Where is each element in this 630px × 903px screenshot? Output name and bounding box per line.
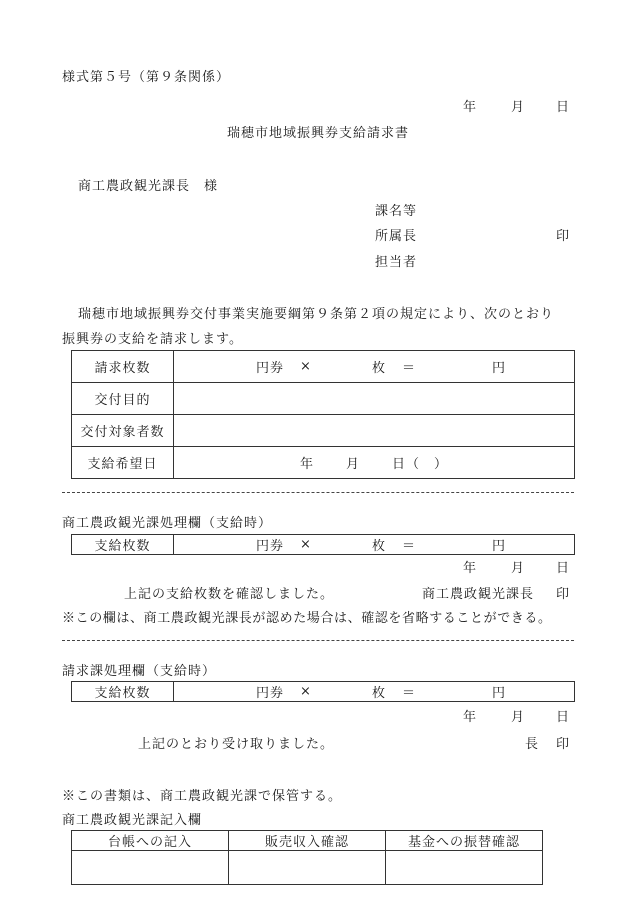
sheets-label: 枚 <box>372 539 387 554</box>
equals-sign: ＝ <box>402 686 417 701</box>
day-label: 日 <box>556 561 571 576</box>
record-cell-fund[interactable] <box>386 851 543 885</box>
equals-sign: ＝ <box>402 361 417 376</box>
request-count-label: 請求枚数 <box>72 351 174 383</box>
table-row <box>72 447 575 479</box>
month-label: 月 <box>511 100 526 115</box>
yen-ticket-label: 円券 <box>256 361 285 376</box>
table-row <box>72 851 543 885</box>
section1-confirm-text: 上記の支給枚数を確認しました。 <box>124 587 335 602</box>
record-col-fund: 基金への振替確認 <box>386 831 543 851</box>
recipients-cell[interactable] <box>174 415 575 447</box>
request-table <box>71 350 575 479</box>
divider <box>62 640 574 641</box>
table-row <box>72 415 575 447</box>
document-title: 瑞穂市地域振興券支給請求書 <box>227 126 410 141</box>
section1-table <box>71 534 575 555</box>
staff-label: 担当者 <box>375 255 418 270</box>
year-label: 年 <box>463 100 478 115</box>
record-col-sales: 販売収入確認 <box>229 831 386 851</box>
section2-signer: 長 <box>525 737 540 752</box>
yen-label: 円 <box>492 361 507 376</box>
record-heading: 商工農政観光課記入欄 <box>62 813 203 828</box>
sheets-label: 枚 <box>372 361 387 376</box>
section1-note: ※この欄は、商工農政観光課長が認めた場合は、確認を省略することができる。 <box>62 611 552 626</box>
record-table <box>71 830 543 885</box>
head-label: 所属長 <box>375 229 418 244</box>
month-label: 月 <box>511 561 526 576</box>
table-row <box>72 535 575 555</box>
year-label: 年 <box>463 561 478 576</box>
record-cell-ledger[interactable] <box>72 851 229 885</box>
section1-count-label: 支給枚数 <box>72 535 174 555</box>
storage-note: ※この書類は、商工農政観光課で保管する。 <box>62 789 343 804</box>
dept-label: 課名等 <box>375 204 418 219</box>
wish-date-label: 支給希望日 <box>72 447 174 479</box>
body-text-2: 振興券の支給を請求します。 <box>62 332 243 347</box>
date-line-top <box>463 96 477 115</box>
yen-label: 円 <box>492 539 507 554</box>
equals-sign: ＝ <box>402 539 417 554</box>
section2-heading: 請求課処理欄（支給時） <box>62 664 217 679</box>
divider <box>62 492 574 493</box>
record-cell-sales[interactable] <box>229 851 386 885</box>
yen-ticket-label: 円券 <box>256 686 285 701</box>
section1-heading: 商工農政観光課処理欄（支給時） <box>62 516 273 531</box>
day-label: 日 <box>556 710 571 725</box>
body-text-1: 瑞穂市地域振興券交付事業実施要綱第９条第２項の規定により、次のとおり <box>78 307 555 322</box>
table-row <box>72 351 575 383</box>
form-number: 様式第５号（第９条関係） <box>62 70 231 85</box>
request-count-cell[interactable] <box>174 351 575 383</box>
section2-receipt-text: 上記のとおり受け取りました。 <box>138 737 335 752</box>
table-row <box>72 682 575 702</box>
purpose-cell[interactable] <box>174 383 575 415</box>
section1-signer: 商工農政観光課長 <box>422 587 535 602</box>
addressee: 商工農政観光課長 様 <box>78 179 219 194</box>
record-col-ledger: 台帳への記入 <box>72 831 229 851</box>
year-label: 年 <box>463 710 478 725</box>
times-sign: × <box>300 359 312 374</box>
month-label: 月 <box>511 710 526 725</box>
times-sign: × <box>300 684 312 699</box>
yen-label: 円 <box>492 686 507 701</box>
sheets-label: 枚 <box>372 686 387 701</box>
section2-count-cell[interactable] <box>174 682 575 702</box>
purpose-label: 交付目的 <box>72 383 174 415</box>
seal-mark: 印 <box>556 229 571 244</box>
yen-ticket-label: 円券 <box>256 539 285 554</box>
wish-day: 日（ ） <box>392 457 449 472</box>
day-label: 日 <box>556 100 571 115</box>
wish-month: 月 <box>346 457 361 472</box>
times-sign: × <box>300 537 312 552</box>
wish-year: 年 <box>300 457 315 472</box>
section1-count-cell[interactable] <box>174 535 575 555</box>
seal-mark: 印 <box>556 737 571 752</box>
table-row <box>72 831 543 851</box>
section2-table <box>71 681 575 702</box>
seal-mark: 印 <box>556 587 571 602</box>
wish-date-cell[interactable] <box>174 447 575 479</box>
table-row <box>72 383 575 415</box>
recipients-label: 交付対象者数 <box>72 415 174 447</box>
section2-count-label: 支給枚数 <box>72 682 174 702</box>
